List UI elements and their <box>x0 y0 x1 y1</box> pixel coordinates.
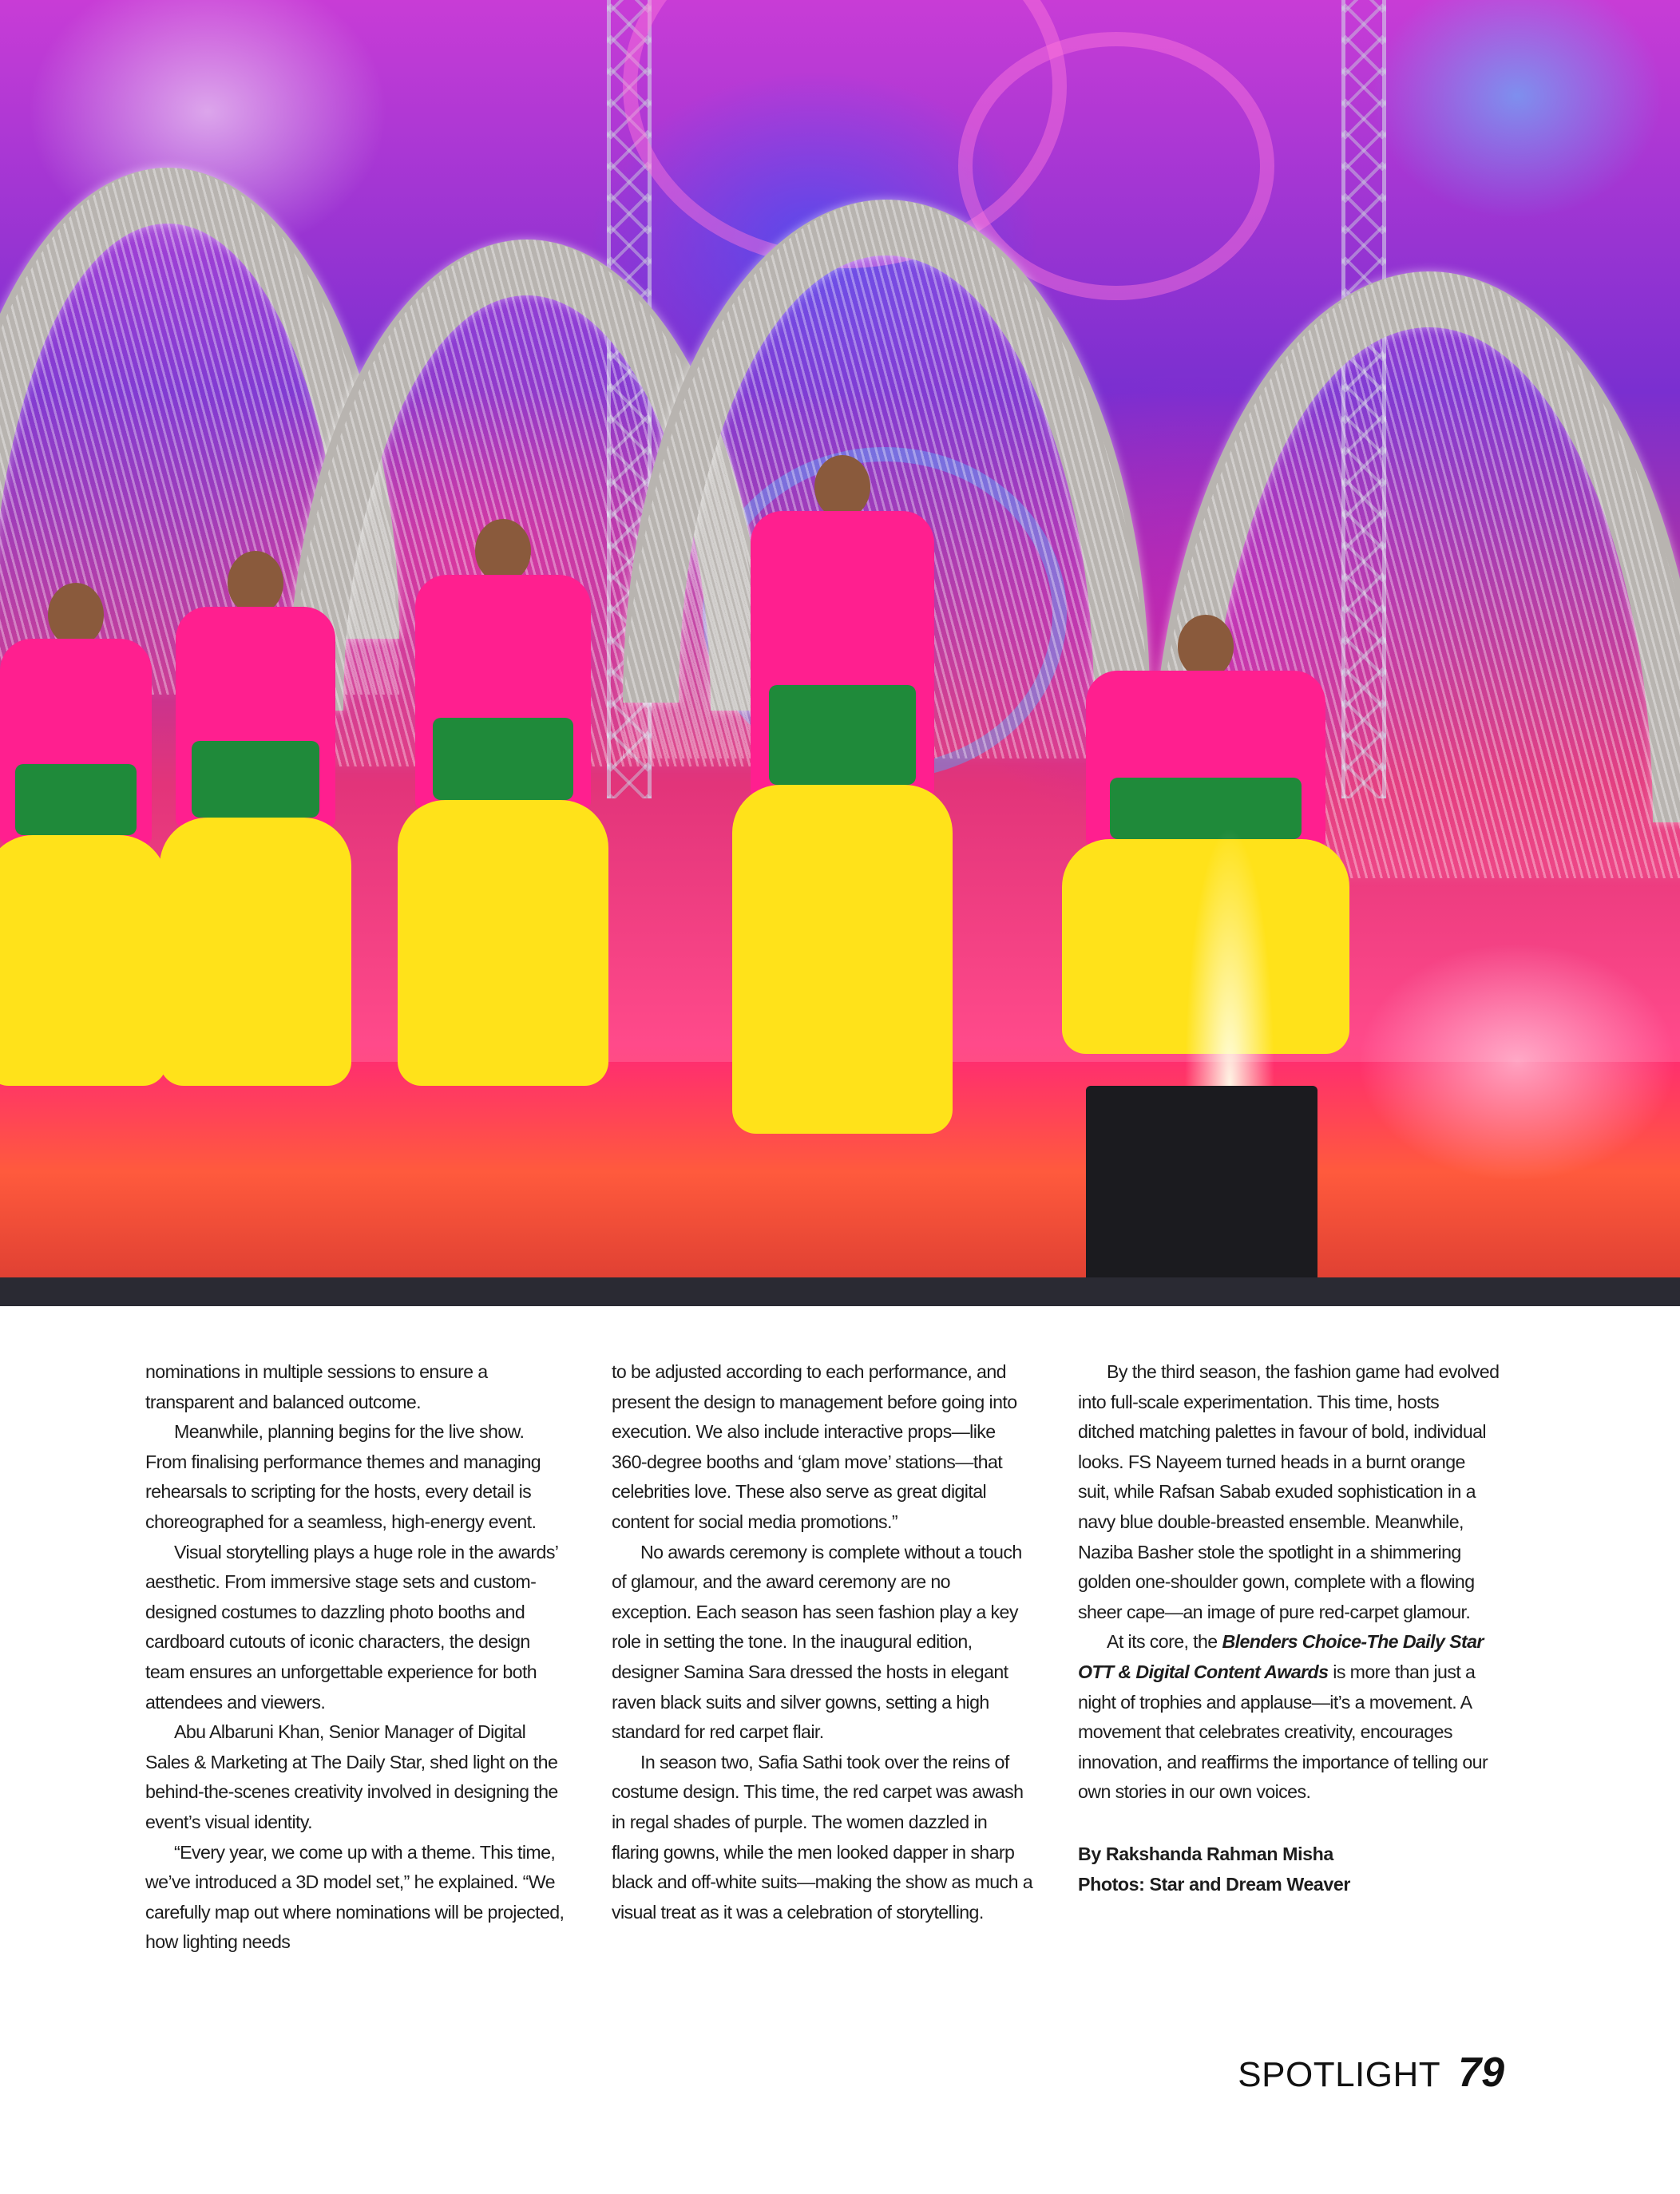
photo-credit: Photos: Star and Dream Weaver <box>1078 1873 1351 1895</box>
paragraph: Meanwhile, planning begins for the live show. From finalising performance themes and managing rehearsals to scripting for the hosts, every detail is choreographed for a seamless, high-energy event. <box>145 1421 541 1532</box>
article-column-2 <box>612 1357 1033 1927</box>
paragraph: “Every year, we come up with a theme. This time, we’ve introduced a 3D model set,” he explained. “We carefully map out where nominations will be projected, how lighting needs <box>145 1841 565 1953</box>
pyrotechnic-sparks <box>1134 335 1325 1086</box>
spark-machine <box>1086 1086 1317 1285</box>
dancer <box>0 639 152 1086</box>
dancer <box>415 575 591 1086</box>
closing-rest: is more than just a night of trophies and applause—it’s a movement. A movement that celebrates creativity, encourages innovation, and reaffirms the importance of telling our own stories in our own voices. <box>1078 1661 1488 1803</box>
paragraph: No awards ceremony is complete without a touch of glamour, and the award ceremony are no exception. Each season has seen fashion play a key role in setting the tone. In the inaugural edition, designer Samina Sara dressed the hosts in elegant raven black suits and silver gowns, setting a high standard for red carpet flair. <box>612 1541 1022 1743</box>
page-number: 79 <box>1458 2049 1504 2096</box>
paragraph: Abu Albaruni Khan, Senior Manager of Digital Sales & Marketing at The Daily Star, shed light on the behind-the-scenes creativity involved in designing the event’s visual identity. <box>145 1721 558 1832</box>
stage-edge <box>0 1277 1680 1306</box>
paragraph: to be adjusted according to each performance, and present the design to management before going into execution. We also include interactive props—like 360-degree booths and ‘glam move’ stations—that celebrities love. These also serve as great digital content for social media promotions.” <box>612 1361 1017 1532</box>
section-name: SPOTLIGHT <box>1238 2055 1441 2094</box>
author-credit: By Rakshanda Rahman Misha <box>1078 1843 1333 1864</box>
article-column-3 <box>1078 1357 1500 1899</box>
dancer <box>751 511 934 1134</box>
paragraph: In season two, Safia Sathi took over the reins of costume design. This time, the red carpet was awash in regal shades of purple. The women dazzled in flaring gowns, while the men looked dapper in sharp black and off-white suits—making the show as much a visual treat as it was a celebration of storytelling. <box>612 1751 1033 1923</box>
paragraph: nominations in multiple sessions to ensure a transparent and balanced outcome. <box>145 1361 488 1412</box>
byline <box>1078 1840 1500 1899</box>
paragraph: By the third season, the fashion game had evolved into full-scale experimentation. This time, hosts ditched matching palettes in favour of bold, individual looks. FS Nayeem turned heads in a burnt orange suit, while Rafsan Sabab exuded sophistication in a navy blue double-breasted ensemble. Meanwhile, Naziba Basher stole the spotlight in a shimmering golden one-shoulder gown, complete with a flowing sheer cape—an image of pure red-carpet glamour. <box>1078 1361 1500 1622</box>
awards-name: Blenders Choice-The Daily Star OTT & Digital Content Awards <box>1078 1631 1484 1682</box>
page-footer <box>1238 2049 1504 2097</box>
stage-smoke <box>1357 942 1677 1182</box>
closing-paragraph <box>1078 1627 1500 1808</box>
dancer <box>176 607 335 1086</box>
paragraph: Visual storytelling plays a huge role in the awards’ aesthetic. From immersive stage sets and custom-designed costumes to dazzling photo booths and cardboard cutouts of iconic characters, the design team ensures an unforgettable experience for both attendees and viewers. <box>145 1541 558 1713</box>
closing-lead: At its core, the <box>1107 1631 1222 1653</box>
article-column-1 <box>145 1357 567 1958</box>
